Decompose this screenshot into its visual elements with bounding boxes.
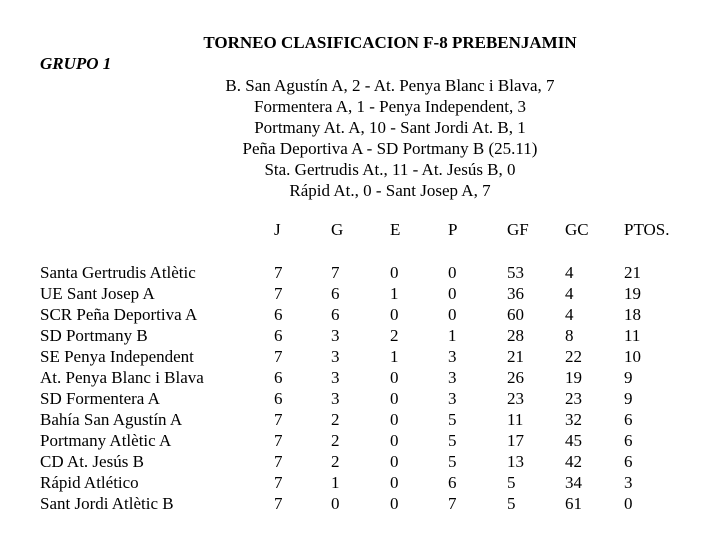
lost-value: 3 (448, 389, 457, 408)
team-name: SD Portmany B (40, 326, 148, 345)
drawn-value: 0 (390, 473, 399, 492)
standings-table (0, 219, 720, 514)
goals-for-value: 36 (507, 284, 524, 303)
header-won: G (331, 220, 344, 239)
points-value: 6 (624, 410, 633, 429)
drawn-value: 0 (390, 410, 399, 429)
team-name: SE Penya Independent (40, 347, 194, 366)
won-value: 1 (331, 473, 340, 492)
points-value: 9 (624, 368, 633, 387)
lost-value: 5 (448, 410, 457, 429)
standings-header-row (0, 219, 720, 240)
team-name: SCR Peña Deportiva A (40, 305, 198, 324)
header-goals-for: GF (507, 220, 529, 239)
won-value: 0 (331, 494, 340, 513)
lost-value: 3 (448, 368, 457, 387)
match-result: Portmany At. A, 10 - Sant Jordi At. B, 1 (254, 118, 526, 137)
played-value: 7 (274, 452, 283, 471)
points-value: 21 (624, 263, 641, 282)
drawn-value: 0 (390, 263, 399, 282)
won-value: 2 (331, 452, 340, 471)
table-row (0, 262, 720, 283)
table-row (0, 472, 720, 493)
match-results (0, 75, 720, 201)
goals-for-value: 21 (507, 347, 524, 366)
drawn-value: 2 (390, 326, 399, 345)
goals-against-value: 32 (565, 410, 582, 429)
goals-against-value: 22 (565, 347, 582, 366)
goals-for-value: 13 (507, 452, 524, 471)
won-value: 6 (331, 284, 340, 303)
match-result: Sta. Gertrudis At., 11 - At. Jesús B, 0 (264, 160, 516, 179)
match-result: Rápid At., 0 - Sant Josep A, 7 (289, 181, 491, 200)
points-value: 9 (624, 389, 633, 408)
header-lost: P (448, 220, 458, 239)
team-name: Santa Gertrudis Atlètic (40, 263, 196, 282)
lost-value: 5 (448, 452, 457, 471)
points-value: 6 (624, 431, 633, 450)
table-row (0, 493, 720, 514)
drawn-value: 1 (390, 347, 399, 366)
played-value: 7 (274, 494, 283, 513)
team-name: CD At. Jesús B (40, 452, 144, 471)
goals-for-value: 23 (507, 389, 524, 408)
won-value: 3 (331, 347, 340, 366)
goals-for-value: 60 (507, 305, 524, 324)
goals-against-value: 45 (565, 431, 582, 450)
table-row (0, 388, 720, 409)
lost-value: 5 (448, 431, 457, 450)
drawn-value: 0 (390, 389, 399, 408)
team-name: Portmany Atlètic A (40, 431, 172, 450)
table-row (0, 304, 720, 325)
table-row (0, 367, 720, 388)
group-heading: GRUPO 1 (40, 54, 112, 73)
table-row (0, 409, 720, 430)
goals-for-value: 11 (507, 410, 524, 429)
goals-for-value: 17 (507, 431, 524, 450)
team-name: SD Formentera A (40, 389, 160, 408)
lost-value: 0 (448, 284, 457, 303)
team-name: At. Penya Blanc i Blava (40, 368, 204, 387)
points-value: 3 (624, 473, 633, 492)
header-drawn: E (390, 220, 401, 239)
won-value: 2 (331, 410, 340, 429)
document-title: TORNEO CLASIFICACION F-8 PREBENJAMIN (203, 33, 577, 52)
drawn-value: 0 (390, 305, 399, 324)
won-value: 7 (331, 263, 340, 282)
table-row (0, 451, 720, 472)
goals-against-value: 4 (565, 284, 574, 303)
goals-for-value: 5 (507, 473, 516, 492)
points-value: 19 (624, 284, 641, 303)
played-value: 7 (274, 284, 283, 303)
header-played: J (274, 220, 281, 239)
goals-against-value: 19 (565, 368, 582, 387)
drawn-value: 0 (390, 431, 399, 450)
lost-value: 0 (448, 305, 457, 324)
lost-value: 6 (448, 473, 457, 492)
played-value: 7 (274, 473, 283, 492)
goals-for-value: 53 (507, 263, 524, 282)
lost-value: 7 (448, 494, 457, 513)
points-value: 18 (624, 305, 641, 324)
team-name: Bahía San Agustín A (40, 410, 183, 429)
goals-for-value: 26 (507, 368, 524, 387)
won-value: 3 (331, 389, 340, 408)
points-value: 0 (624, 494, 633, 513)
table-row (0, 325, 720, 346)
match-result: B. San Agustín A, 2 - At. Penya Blanc i Blava, 7 (225, 76, 555, 95)
points-value: 11 (624, 326, 641, 345)
goals-against-value: 34 (565, 473, 582, 492)
goals-against-value: 23 (565, 389, 582, 408)
drawn-value: 0 (390, 452, 399, 471)
goals-against-value: 4 (565, 263, 574, 282)
played-value: 6 (274, 389, 283, 408)
drawn-value: 0 (390, 368, 399, 387)
played-value: 7 (274, 347, 283, 366)
won-value: 2 (331, 431, 340, 450)
won-value: 3 (331, 368, 340, 387)
goals-for-value: 5 (507, 494, 516, 513)
points-value: 6 (624, 452, 633, 471)
lost-value: 3 (448, 347, 457, 366)
team-name: UE Sant Josep A (40, 284, 155, 303)
table-row (0, 346, 720, 367)
played-value: 6 (274, 326, 283, 345)
won-value: 3 (331, 326, 340, 345)
goals-against-value: 42 (565, 452, 582, 471)
goals-for-value: 28 (507, 326, 524, 345)
lost-value: 1 (448, 326, 457, 345)
header-points: PTOS. (624, 220, 670, 239)
table-row (0, 283, 720, 304)
goals-against-value: 4 (565, 305, 574, 324)
played-value: 6 (274, 305, 283, 324)
drawn-value: 0 (390, 494, 399, 513)
points-value: 10 (624, 347, 641, 366)
team-name: Rápid Atlético (40, 473, 139, 492)
lost-value: 0 (448, 263, 457, 282)
header-goals-against: GC (565, 220, 589, 239)
table-row (0, 430, 720, 451)
drawn-value: 1 (390, 284, 399, 303)
played-value: 7 (274, 263, 283, 282)
played-value: 7 (274, 431, 283, 450)
played-value: 6 (274, 368, 283, 387)
won-value: 6 (331, 305, 340, 324)
team-name: Sant Jordi Atlètic B (40, 494, 174, 513)
match-result: Peña Deportiva A - SD Portmany B (25.11) (242, 139, 538, 158)
standings-rows (0, 262, 720, 514)
goals-against-value: 8 (565, 326, 574, 345)
match-result: Formentera A, 1 - Penya Independent, 3 (254, 97, 526, 116)
played-value: 7 (274, 410, 283, 429)
goals-against-value: 61 (565, 494, 582, 513)
